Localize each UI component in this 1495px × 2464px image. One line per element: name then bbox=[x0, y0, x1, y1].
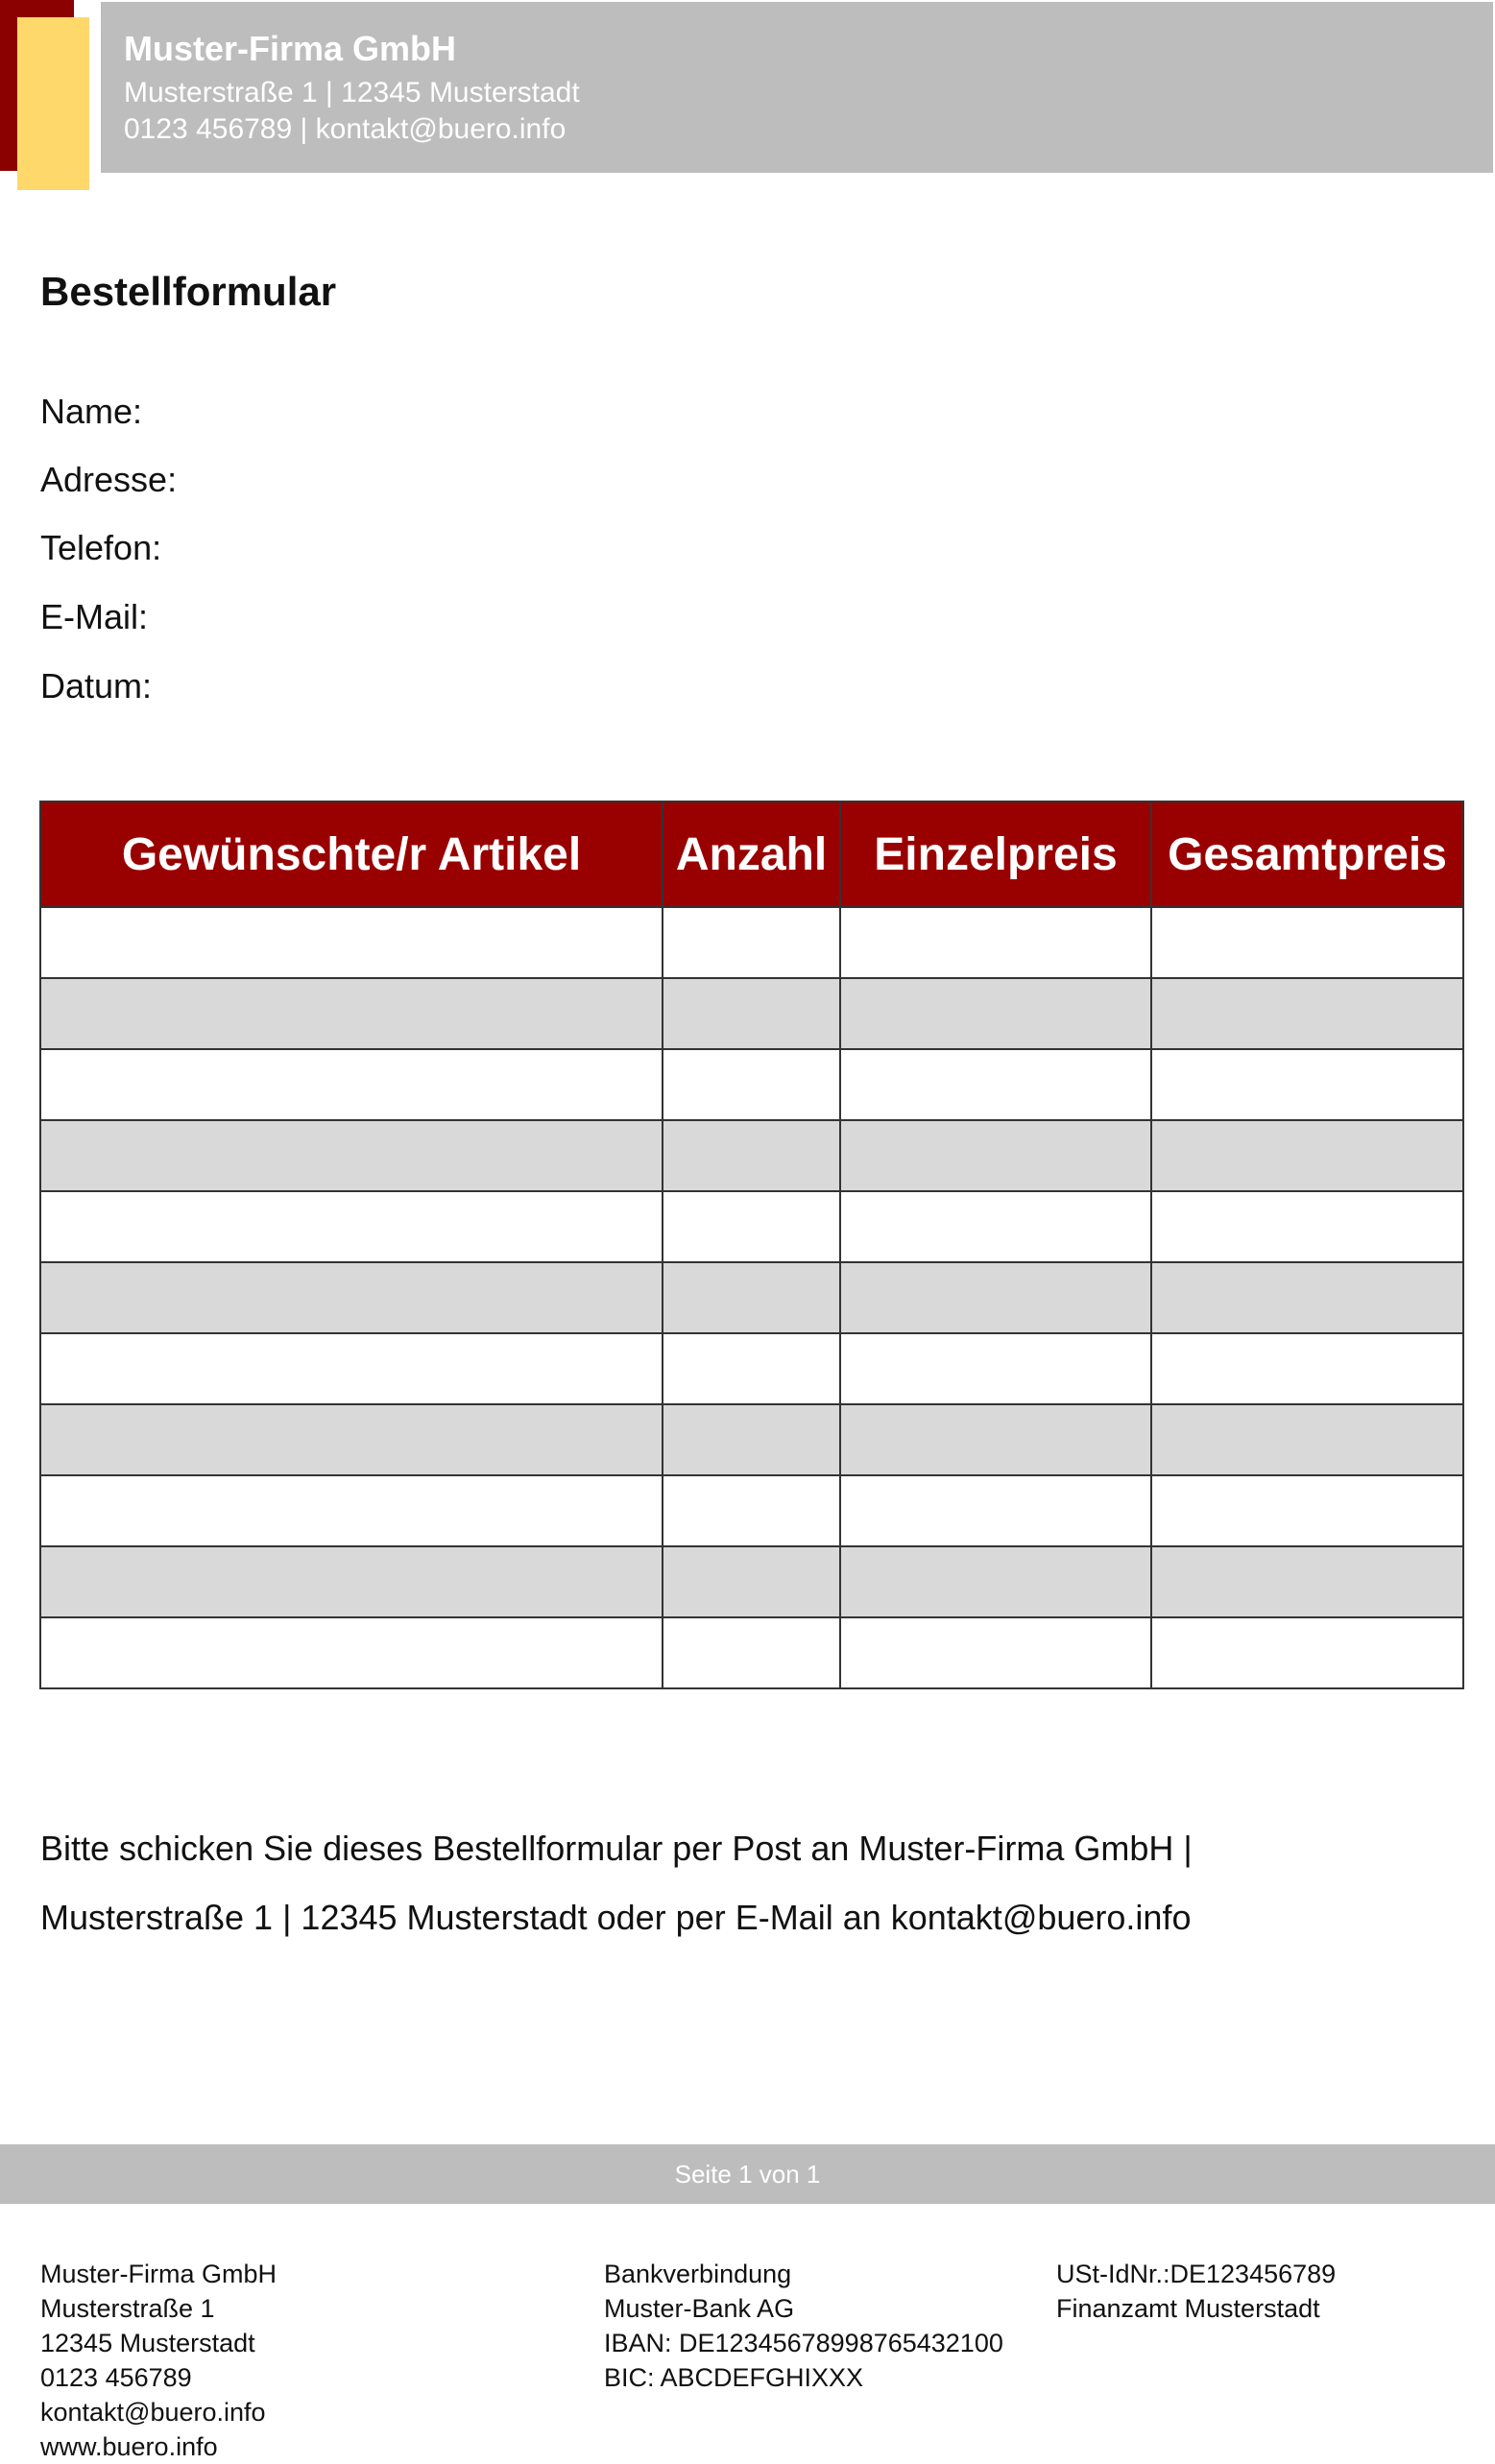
cell-einzelpreis[interactable] bbox=[840, 1404, 1151, 1475]
table-row bbox=[40, 1404, 1463, 1475]
cell-gesamtpreis[interactable] bbox=[1151, 1546, 1463, 1617]
footer-bank-column bbox=[604, 2257, 1003, 2395]
cell-anzahl[interactable] bbox=[663, 1333, 840, 1404]
company-contact: 0123 456789 | kontakt@buero.info bbox=[124, 113, 567, 145]
table-row bbox=[40, 1191, 1463, 1262]
letterhead-band bbox=[101, 2, 1493, 173]
footer-line: Muster-Firma GmbH bbox=[40, 2260, 277, 2288]
cell-anzahl[interactable] bbox=[663, 1546, 840, 1617]
cell-gesamtpreis[interactable] bbox=[1151, 1617, 1463, 1688]
cell-anzahl[interactable] bbox=[663, 1191, 840, 1262]
cell-artikel[interactable] bbox=[40, 1617, 663, 1688]
column-header-einzelpreis: Einzelpreis bbox=[840, 801, 1151, 907]
column-header-artikel: Gewünschte/r Artikel bbox=[40, 801, 663, 907]
cell-gesamtpreis[interactable] bbox=[1151, 1191, 1463, 1262]
table-header-row bbox=[40, 801, 1463, 907]
footer-line: 0123 456789 bbox=[40, 2363, 192, 2392]
cell-gesamtpreis[interactable] bbox=[1151, 1262, 1463, 1333]
page-title: Bestellformular bbox=[40, 269, 337, 314]
cell-anzahl[interactable] bbox=[663, 1617, 840, 1688]
footer-company-column bbox=[40, 2257, 277, 2464]
column-header-gesamtpreis: Gesamtpreis bbox=[1151, 801, 1463, 907]
page-number-band bbox=[0, 2144, 1495, 2204]
cell-anzahl[interactable] bbox=[663, 1049, 840, 1120]
field-label-datum: Datum: bbox=[40, 666, 153, 706]
cell-artikel[interactable] bbox=[40, 1475, 663, 1546]
table-row bbox=[40, 1475, 1463, 1546]
cell-einzelpreis[interactable] bbox=[840, 1262, 1151, 1333]
footer-line: kontakt@buero.info bbox=[40, 2398, 266, 2427]
field-label-adresse: Adresse: bbox=[40, 460, 178, 499]
table-row bbox=[40, 1262, 1463, 1333]
cell-anzahl[interactable] bbox=[663, 978, 840, 1049]
footer-line: Musterstraße 1 bbox=[40, 2294, 215, 2323]
footer-line: IBAN: DE12345678998765432100 bbox=[604, 2329, 1003, 2357]
cell-einzelpreis[interactable] bbox=[840, 1049, 1151, 1120]
footer-tax-column bbox=[1056, 2257, 1336, 2326]
logo-yellow-block bbox=[17, 17, 89, 190]
cell-anzahl[interactable] bbox=[663, 1475, 840, 1546]
cell-artikel[interactable] bbox=[40, 1049, 663, 1120]
cell-anzahl[interactable] bbox=[663, 1120, 840, 1191]
footer-line: www.buero.info bbox=[40, 2432, 218, 2461]
cell-gesamtpreis[interactable] bbox=[1151, 1404, 1463, 1475]
cell-artikel[interactable] bbox=[40, 1333, 663, 1404]
cell-artikel[interactable] bbox=[40, 1262, 663, 1333]
table-row bbox=[40, 1120, 1463, 1191]
table-body bbox=[40, 907, 1463, 1688]
footer-line: 12345 Musterstadt bbox=[40, 2329, 255, 2357]
table-row bbox=[40, 1049, 1463, 1120]
column-header-anzahl: Anzahl bbox=[663, 801, 840, 907]
cell-artikel[interactable] bbox=[40, 1546, 663, 1617]
instruction-line-2: Musterstraße 1 | 12345 Musterstadt oder per E-Mail an kontakt@buero.info bbox=[40, 1898, 1192, 1937]
cell-einzelpreis[interactable] bbox=[840, 1333, 1151, 1404]
cell-artikel[interactable] bbox=[40, 978, 663, 1049]
field-label-telefon: Telefon: bbox=[40, 528, 162, 567]
cell-anzahl[interactable] bbox=[663, 1404, 840, 1475]
table-row bbox=[40, 978, 1463, 1049]
cell-einzelpreis[interactable] bbox=[840, 907, 1151, 978]
cell-anzahl[interactable] bbox=[663, 907, 840, 978]
field-label-name: Name: bbox=[40, 392, 143, 431]
cell-gesamtpreis[interactable] bbox=[1151, 978, 1463, 1049]
cell-einzelpreis[interactable] bbox=[840, 978, 1151, 1049]
cell-artikel[interactable] bbox=[40, 1191, 663, 1262]
cell-einzelpreis[interactable] bbox=[840, 1120, 1151, 1191]
footer-line: BIC: ABCDEFGHIXXX bbox=[604, 2363, 864, 2392]
cell-artikel[interactable] bbox=[40, 1404, 663, 1475]
cell-einzelpreis[interactable] bbox=[840, 1546, 1151, 1617]
company-address: Musterstraße 1 | 12345 Musterstadt bbox=[124, 77, 580, 108]
company-name: Muster-Firma GmbH bbox=[124, 29, 457, 68]
cell-gesamtpreis[interactable] bbox=[1151, 1120, 1463, 1191]
footer-line: Finanzamt Musterstadt bbox=[1056, 2294, 1320, 2323]
cell-gesamtpreis[interactable] bbox=[1151, 1333, 1463, 1404]
cell-einzelpreis[interactable] bbox=[840, 1475, 1151, 1546]
page-number: Seite 1 von 1 bbox=[674, 2159, 821, 2189]
footer-line: Muster-Bank AG bbox=[604, 2294, 795, 2323]
table-row bbox=[40, 1333, 1463, 1404]
table-row bbox=[40, 907, 1463, 978]
cell-anzahl[interactable] bbox=[663, 1262, 840, 1333]
cell-gesamtpreis[interactable] bbox=[1151, 1475, 1463, 1546]
footer-line: Bankverbindung bbox=[604, 2260, 792, 2288]
cell-gesamtpreis[interactable] bbox=[1151, 1049, 1463, 1120]
table-row bbox=[40, 1617, 1463, 1688]
cell-artikel[interactable] bbox=[40, 1120, 663, 1191]
order-table bbox=[39, 801, 1464, 1689]
footer-line: USt-IdNr.:DE123456789 bbox=[1056, 2260, 1337, 2288]
cell-artikel[interactable] bbox=[40, 907, 663, 978]
field-label-email: E-Mail: bbox=[40, 597, 149, 636]
cell-einzelpreis[interactable] bbox=[840, 1617, 1151, 1688]
instruction-line-1: Bitte schicken Sie dieses Bestellformular per Post an Muster-Firma GmbH | bbox=[40, 1829, 1193, 1868]
table-row bbox=[40, 1546, 1463, 1617]
cell-gesamtpreis[interactable] bbox=[1151, 907, 1463, 978]
cell-einzelpreis[interactable] bbox=[840, 1191, 1151, 1262]
